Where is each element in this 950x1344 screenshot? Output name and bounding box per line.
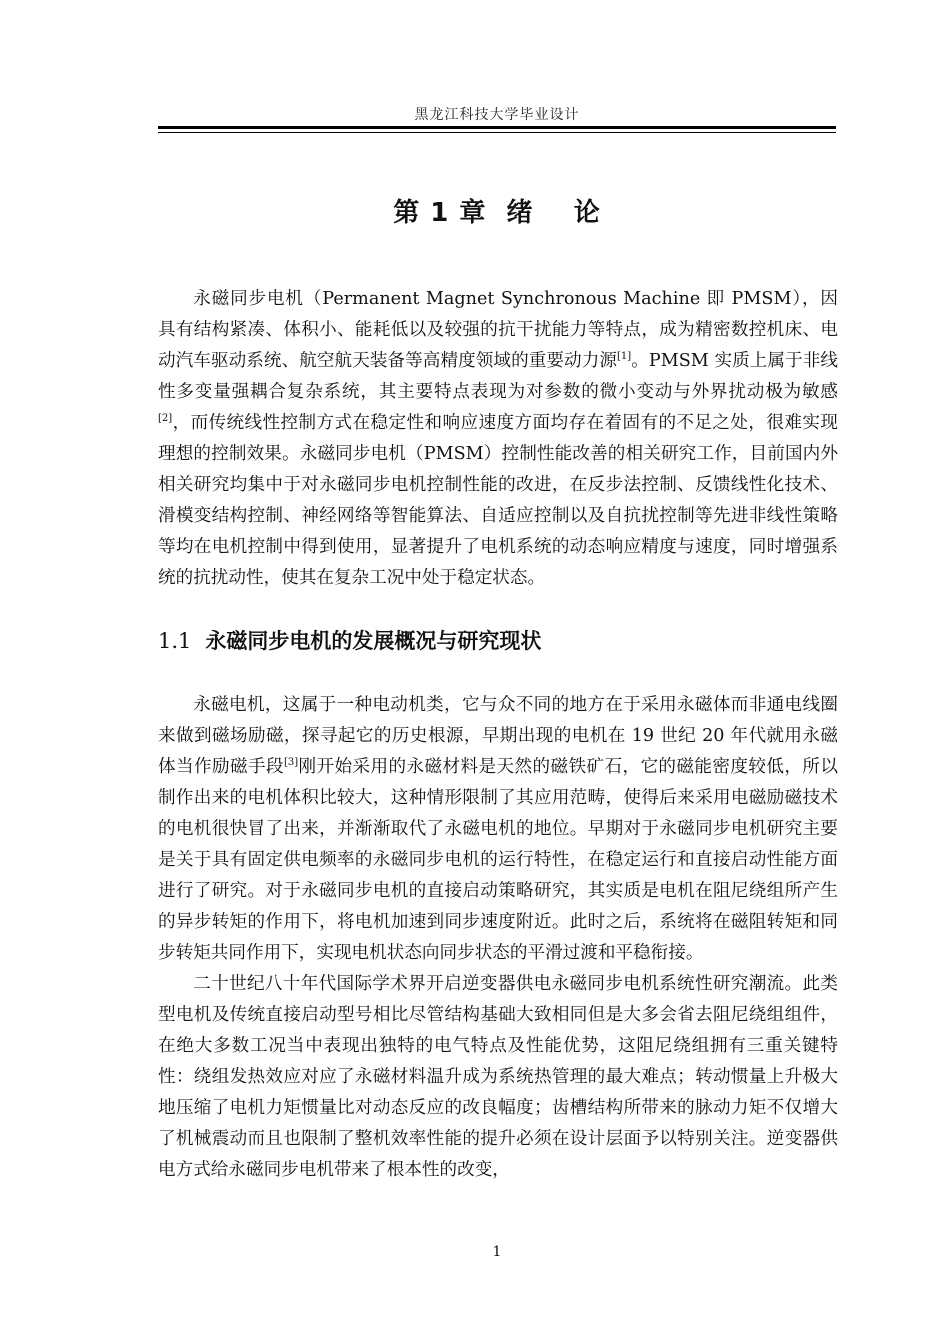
page-number: 1 [492,1244,502,1260]
section-title: 永磁同步电机的发展概况与研究现状 [205,629,542,653]
section-paragraph-1 [158,690,838,969]
citation-2: [2] [158,413,173,425]
running-header: 黑龙江科技大学毕业设计 [414,107,580,123]
header-rule-thin [158,132,836,133]
page-body [158,284,838,1186]
intro-text-3: ，而传统线性控制方式在稳定性和响应速度方面均存在着固有的不足之处，很难实现理想的控制效果。永磁同步电机（PMSM）控制性能改善的相关研究工作，目前国内外相关研究均集中于对永磁同步电机控制性能的改进，在反步法控制、反馈线性化技术、滑模变结构控制、神经网络等智能算法、自适应控制以及自抗扰控制等先进非线性策略等均在电机控制中得到使用，显著提升了电机系统的动态响应精度与速度，同时增强系统的抗扰动性，使其在复杂工况中处于稳定状态。 [158,413,838,588]
chapter-title: 第 1 章 绪 论 [393,198,601,228]
section-number: 1.1 [158,629,192,653]
intro-text-2: 。PMSM 实质上属于非线性多变量强耦合复杂系统，其主要特点表现为对参数的微小变动与外界扰动极为敏感 [158,351,838,402]
intro-paragraph [158,284,838,594]
section-p1-text-2: 刚开始采用的永磁材料是天然的磁铁矿石，它的磁能密度较低，所以制作出来的电机体积比较大，这种情形限制了其应用范畴，使得后来采用电磁励磁技术的电机很快冒了出来，并渐渐取代了永磁电机的地位。早期对于永磁同步电机研究主要是关于具有固定供电频率的永磁同步电机的运行特性，在稳定运行和直接启动性能方面进行了研究。对于永磁同步电机的直接启动策略研究，其实质是电机在阻尼绕组所产生的异步转矩的作用下，将电机加速到同步速度附近。此时之后，系统将在磁阻转矩和同步转矩共同作用下，实现电机状态向同步状态的平滑过渡和平稳衔接。 [158,757,838,963]
citation-3: [3] [283,757,299,769]
section-p1-text-1: 永磁电机，这属于一种电动机类，它与众不同的地方在于采用永磁体而非通电线圈来做到磁场励磁，探寻起它的历史根源，早期出现的电机在 19 世纪 20 年代就用永磁体当作励磁手段 [158,695,838,777]
section-heading-1-1 [158,626,838,656]
section-paragraph-2: 二十世纪八十年代国际学术界开启逆变器供电永磁同步电机系统性研究潮流。此类型电机及传统直接启动型号相比尽管结构基础大致相同但是大多会省去阻尼绕组组件，在绝大多数工况当中表现出独特的电气特点及性能优势，这阻尼绕组拥有三重关键特性：绕组发热效应对应了永磁材料温升成为系统热管理的最大难点；转动惯量上升极大地压缩了电机力矩惯量比对动态反应的改良幅度；齿槽结构所带来的脉动力矩不仅增大了机械震动而且也限制了整机效率性能的提升必须在设计层面予以特别关注。逆变器供电方式给永磁同步电机带来了根本性的改变， [158,974,838,1180]
citation-1: [1] [617,351,632,363]
header-rule-thick [158,126,836,129]
intro-text-1: 永磁同步电机（Permanent Magnet Synchronous Machine 即 PMSM），因具有结构紧凑、体积小、能耗低以及较强的抗干扰能力等特点，成为精密数控机床、电动汽车驱动系统、航空航天装备等高精度领域的重要动力源 [158,289,838,371]
